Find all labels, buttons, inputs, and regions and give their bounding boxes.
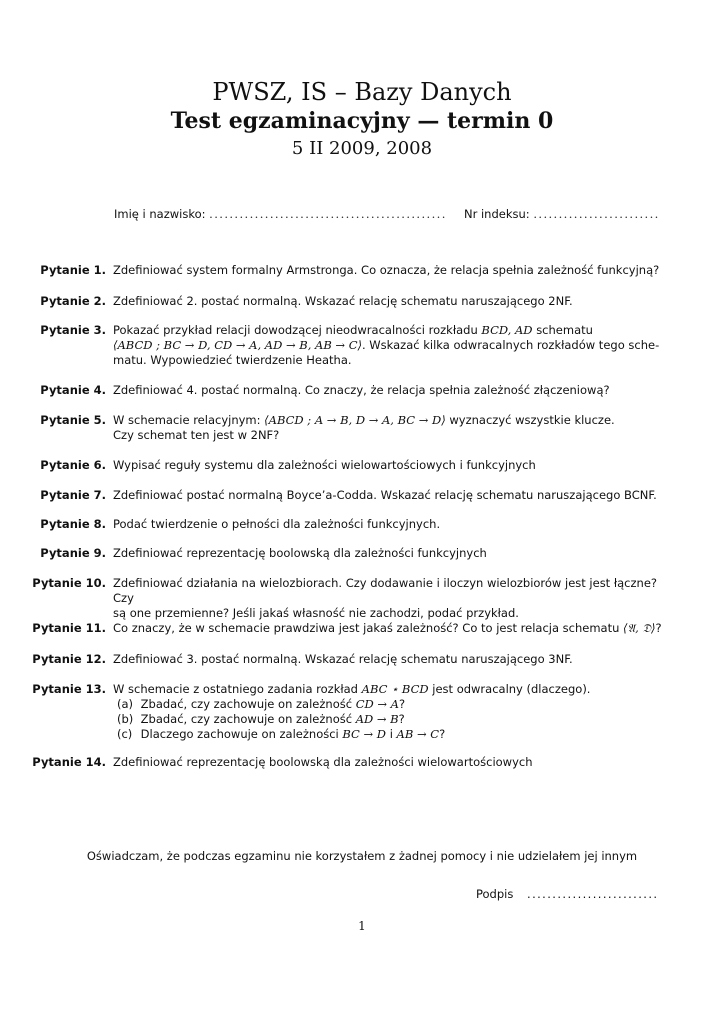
signature-label: Podpis [476,887,514,901]
sub-math: BC → D [342,727,387,741]
q11-math: ⟨𝔄, 𝔇⟩ [623,621,656,635]
question-text: Podać twierdzenie o pełności dla zależności funkcyjnych. [113,517,441,531]
question-label: Pytanie 7. [40,488,106,502]
exam-date: 5 II 2009, 2008 [291,138,433,159]
q5-math: ⟨ABCD ; A → B, D → A, BC → D⟩ [264,413,446,427]
declaration-text: Oświadczam, że podczas egzaminu nie korzystałem z żadnej pomocy i nie udzielałem jej innym [86,849,638,863]
question-label: Pytanie 2. [40,294,106,308]
page-subtitle: Test egzaminacyjny — termin 0 [170,108,554,134]
q10-text-1: Zdefiniować działania na wielozbiorach. Czy dodawanie i iloczyn wielozbiorów jest jest łączne? Czy [113,576,657,605]
question-text: Zdefiniować reprezentację boolowską dla zależności funkcyjnych [113,546,487,560]
sub-marker: (c) [117,727,133,741]
sub-question-c [117,727,665,742]
question-label: Pytanie 12. [32,652,106,666]
sub-marker: (b) [117,712,134,726]
q13-text-post: jest odwracalny (dlaczego). [432,682,591,696]
question-text: Zdefiniować postać normalną Boyce’a-Codda. Wskazać relację schematu naruszającego BCNF. [113,488,657,502]
question-label: Pytanie 6. [40,458,106,472]
name-index-row [114,207,664,221]
signature-row [476,887,658,901]
index-block [464,207,660,221]
sub-text-pre: Zbadać, czy zachowuje on zależność [140,697,353,711]
question-text: Zdefiniować 3. postać normalną. Wskazać relację schematu naruszającego 3NF. [113,652,573,666]
question-text: Zdefiniować reprezentację boolowską dla zależności wielowartościowych [113,755,533,769]
q3-text-1: Pokazać przykład relacji dowodzącej nieodwracalności rozkładu [113,323,478,337]
q11-text-post: ? [655,621,662,635]
q13-math: ABC ⋆ BCD [361,682,429,696]
question-label: Pytanie 10. [32,576,106,590]
index-field[interactable]: ......................... [533,207,660,221]
sub-text-pre: Zbadać, czy zachowuje on zależność [140,712,353,726]
sub-text-pre: Dlaczego zachowuje on zależności [140,727,339,741]
q11-text-pre: Co znaczy, że w schemacie prawdziwa jest jakaś zależność? Co to jest relacja schematu [113,621,620,635]
question-label: Pytanie 3. [40,323,106,337]
sub-question-b [117,712,665,727]
page-title: PWSZ, IS – Bazy Danych [212,78,512,106]
q5-text-post: wyznaczyć wszystkie klucze. [449,413,615,427]
q3-text-3: matu. Wypowiedzieć twierdzenie Heatha. [113,353,352,367]
question-text [113,323,665,368]
index-label: Nr indeksu: [464,207,530,221]
q13-text-pre: W schemacie z ostatniego zadania rozkład [113,682,358,696]
q3-math-1: BCD, AD [481,323,533,337]
question-label: Pytanie 14. [32,755,106,769]
sub-text-post: ? [398,697,406,711]
q3-text-1b: schematu [536,323,593,337]
q10-text-2: są one przemienne? Jeśli jakaś własność nie zachodzi, podać przykład. [113,606,519,620]
question-text: Wypisać reguły systemu dla zależności wielowartościowych i funkcyjnych [113,458,536,472]
sub-math: AD → B [355,712,399,726]
signature-field[interactable]: .......................... [527,887,659,901]
sub-marker: (a) [117,697,134,711]
question-label: Pytanie 9. [40,546,106,560]
name-field[interactable]: ............................................... [209,207,447,221]
question-text [113,413,665,443]
q5-text-2: Czy schemat ten jest w 2NF? [113,428,280,442]
q3-math-2: ⟨ABCD ; BC → D, CD → A, AD → B, AB → C⟩ [113,338,362,352]
question-label: Pytanie 4. [40,383,106,397]
sub-text-post: ? [398,712,405,726]
sub-math-2: AB → C [396,727,440,741]
question-label: Pytanie 5. [40,413,106,427]
sub-math: CD → A [355,697,399,711]
q5-text-pre: W schemacie relacyjnym: [113,413,261,427]
name-label: Imię i nazwisko: [114,207,206,221]
question-label: Pytanie 8. [40,517,106,531]
question-label: Pytanie 13. [32,682,106,696]
question-text: Zdefiniować system formalny Armstronga. Co oznacza, że relacja spełnia zależność funkcyjną? [113,263,660,277]
question-text: Zdefiniować 4. postać normalną. Co znaczy, że relacja spełnia zależność złączeniową? [113,383,610,397]
sub-text-mid: i [389,727,393,741]
question-text [113,576,665,621]
sub-text-post: ? [439,727,446,741]
q3-text-2: . Wskazać kilka odwracalnych rozkładów tego sche- [362,338,660,352]
question-label: Pytanie 11. [32,621,106,635]
page-number: 1 [358,919,366,933]
question-text [113,621,665,636]
question-text: Zdefiniować 2. postać normalną. Wskazać relację schematu naruszającego 2NF. [113,294,573,308]
question-text [113,682,665,742]
sub-question-a [117,697,665,712]
question-label: Pytanie 1. [40,263,106,277]
